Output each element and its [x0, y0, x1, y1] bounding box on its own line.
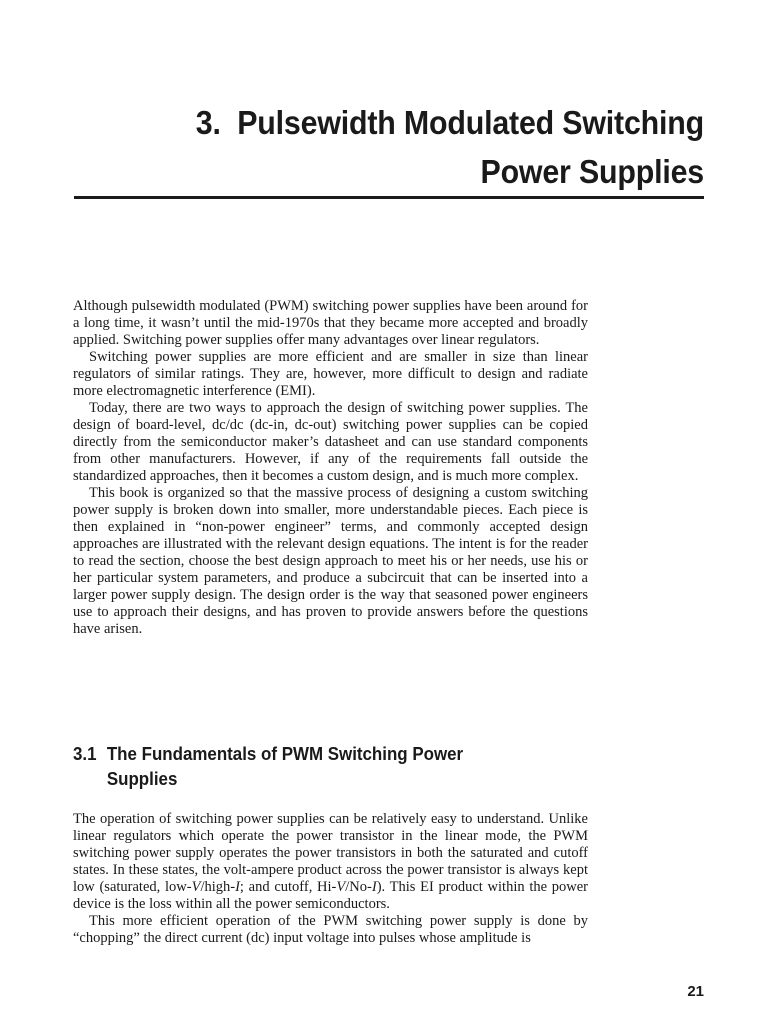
section-paragraph-2: This more efficient operation of the PWM switching power supply is done by “chopping” the direct current (dc) input voltage into pulses whose amplitude is — [73, 913, 588, 946]
title-rule — [74, 196, 704, 199]
chapter-title — [124, 98, 704, 196]
chapter-title-text-1: Pulsewidth Modulated Switching — [237, 104, 704, 141]
section-number: 3.1 — [73, 744, 97, 764]
intro-paragraph-2: Switching power supplies are more efficient and are smaller in size than linear regulators of similar ratings. They are, however, more difficult to design and radiate more electromagnetic interference (EMI). — [73, 349, 588, 399]
variable-i: I — [371, 879, 377, 895]
section-title-line1: The Fundamentals of PWM Switching Power — [106, 744, 464, 764]
intro-paragraph-4: This book is organized so that the massive process of designing a custom switching power supply is broken down into smaller, more understandable pieces. Each piece is then explained in “non-power engineer” terms, and commonly accepted design approaches are illustrated with the relevant design equations. The intent is for the reader to read the section, choose the best design approach to meet his or her needs, use his or her particular system parameters, and produce a subcircuit that can be inserted into a larger power supply design. The design order is the way that seasoned power engineers use to approach their designs, and has proven to provide answers before the questions have arisen. — [73, 485, 588, 637]
section-paragraph-1-part-e: ). This EI product within the power device is the loss within all the power semiconductors. — [73, 879, 588, 912]
section-paragraph-1-part-d: /No- — [345, 879, 372, 895]
chapter-number: 3. — [195, 104, 221, 141]
intro-paragraph-3: Today, there are two ways to approach the design of switching power supplies. The design of board-level, dc/dc (dc-in, dc-out) switching power supplies can be copied directly from the semiconductor maker’s datasheet and can use standard components from other manufacturers. However, if any of the requirements fall outside the standardized approaches, then it becomes a custom design, and is much more complex. — [73, 400, 588, 484]
section-paragraph-1-part-b: /high- — [200, 879, 236, 895]
section-text — [73, 811, 588, 947]
intro-text — [73, 298, 588, 638]
section-heading — [73, 742, 562, 792]
variable-i: I — [235, 879, 240, 895]
section-paragraph-1-part-a: The operation of switching power supplies can be relatively easy to understand. Unlike linear regulators which operate the power transistor in the linear mode, the PWM switching power supply operates the power transistors in both the saturated and cutoff states. In these states, the volt-ampere product across the power transistor is always kept low (saturated, low- — [73, 811, 588, 895]
chapter-title-line2: Power Supplies — [480, 153, 704, 190]
intro-paragraph-1: Although pulsewidth modulated (PWM) switching power supplies have been around for a long time, it wasn’t until the mid-1970s that they became more accepted and broadly applied. Switching power supplies offer many advantages over linear regulators. — [73, 298, 588, 348]
section-title-line2: Supplies — [106, 769, 178, 789]
variable-v: V — [336, 879, 346, 895]
section-paragraph-1 — [73, 811, 588, 913]
section-paragraph-1-part-c: ; and cutoff, Hi- — [239, 879, 337, 895]
variable-v: V — [191, 879, 201, 895]
chapter-title-line1 — [124, 98, 704, 147]
page-number: 21 — [687, 983, 704, 1000]
